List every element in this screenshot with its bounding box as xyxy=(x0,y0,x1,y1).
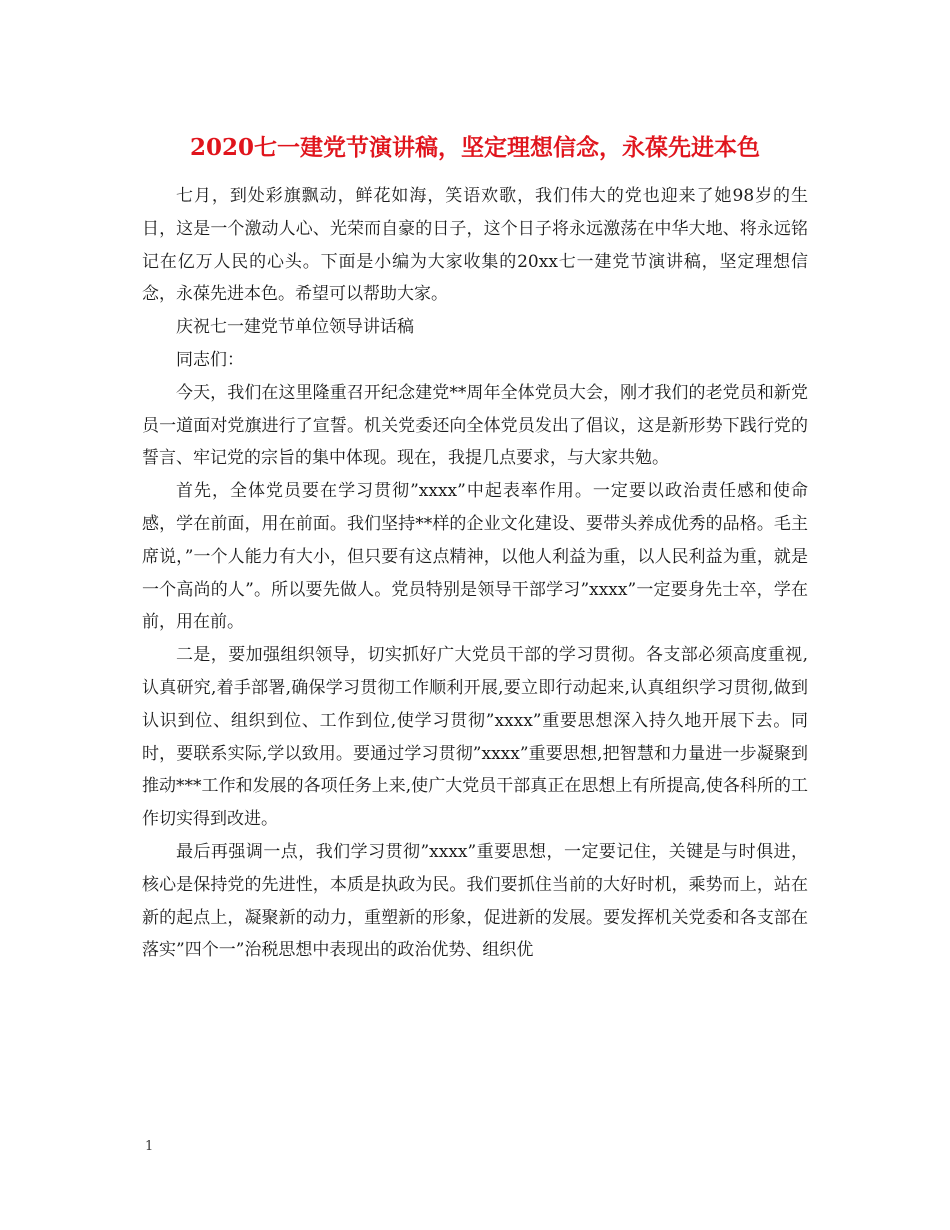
page-number: 1 xyxy=(145,1139,154,1154)
document-title: 2020七一建党节演讲稿，坚定理想信念，永葆先进本色 xyxy=(189,134,760,161)
document-body xyxy=(142,180,808,967)
paragraph-subtitle: 庆祝七一建党节单位领导讲话稿 xyxy=(176,317,414,338)
paragraph-first-point: 首先，全体党员要在学习贯彻”xxxx”中起表率作用。一定要以政治责任感和使命感，学在前面，用在前面。我们坚持**样的企业文化建设、要带头养成优秀的品格。毛主席说，”一个人能力有大小，但只要有这点精神，以他人利益为重，以人民利益为重，就是一个高尚的人”。所以要先做人。党员特别是领导干部学习”xxxx”一定要身先士卒，学在前，用在前。 xyxy=(142,481,808,633)
paragraph-opening: 今天，我们在这里隆重召开纪念建党**周年全体党员大会，刚才我们的老党员和新党员一道面对党旗进行了宣誓。机关党委还向全体党员发出了倡议，这是新形势下践行党的誓言、牢记党的宗旨的集中体现。现在，我提几点要求，与大家共勉。 xyxy=(142,382,808,469)
paragraph-salutation: 同志们： xyxy=(176,349,244,370)
paragraph-intro: 七月，到处彩旗飘动，鲜花如海，笑语欢歌，我们伟大的党也迎来了她98岁的生日，这是一个激动人心、光荣而自豪的日子，这个日子将永远激荡在中华大地、将永远铭记在亿万人民的心头。下面是小编为大家收集的20xx七一建党节演讲稿，坚定理想信念，永葆先进本色。希望可以帮助大家。 xyxy=(142,186,808,305)
paragraph-second-point: 二是，要加强组织领导，切实抓好广大党员干部的学习贯彻。各支部必须高度重视,认真研究,着手部署,确保学习贯彻工作顺利开展,要立即行动起来,认真组织学习贯彻,做到认识到位、组织到位、工作到位,使学习贯彻”xxxx”重要思想深入持久地开展下去。同时，要联系实际,学以致用。要通过学习贯彻”xxxx”重要思想,把智慧和力量进一步凝聚到推动***工作和发展的各项任务上来,使广大党员干部真正在思想上有所提高,使各科所的工作切实得到改进。 xyxy=(142,645,808,830)
paragraph-final-point: 最后再强调一点，我们学习贯彻”xxxx”重要思想，一定要记住，关键是与时俱进，核心是保持党的先进性，本质是执政为民。我们要抓住当前的大好时机，乘势而上，站在新的起点上，凝聚新的动力，重塑新的形象，促进新的发展。要发挥机关党委和各支部在落实”四个一”治税思想中表现出的政治优势、组织优 xyxy=(142,841,808,961)
